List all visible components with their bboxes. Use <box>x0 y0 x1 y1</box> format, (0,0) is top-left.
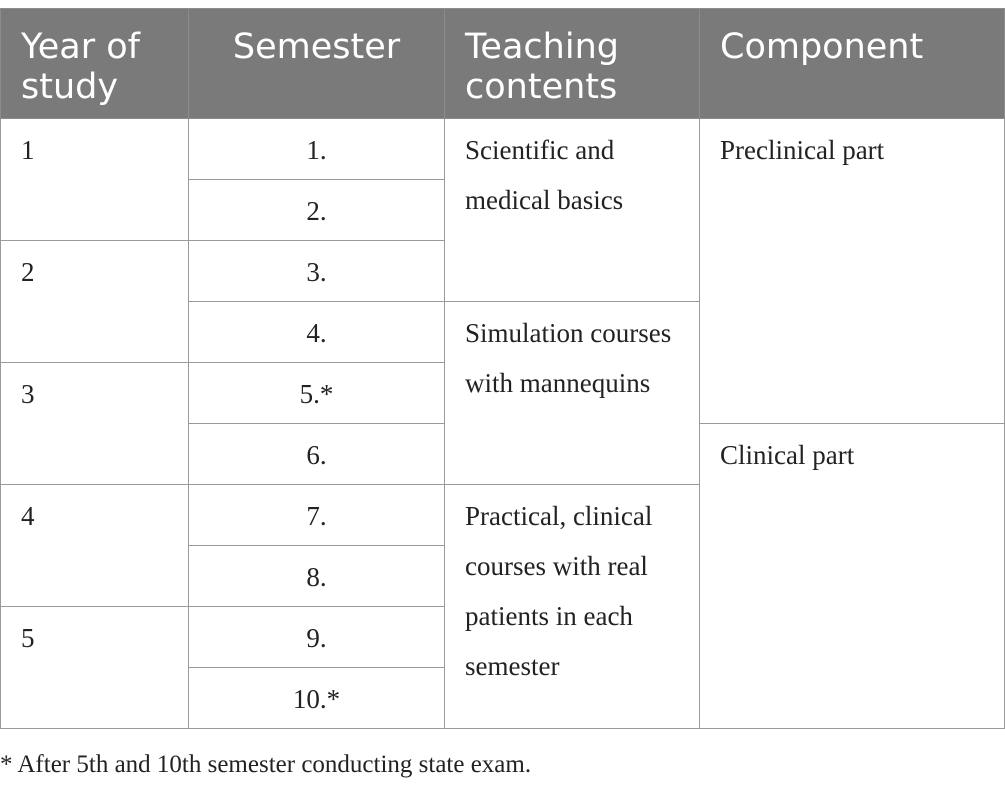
header-component: Component <box>700 9 1005 119</box>
teaching-contents-cell: Simulation courses with mannequins <box>445 302 700 485</box>
year-cell: 4 <box>1 485 189 607</box>
curriculum-table <box>0 8 1005 729</box>
header-semester: Semester <box>189 9 445 119</box>
table-row <box>1 119 1005 180</box>
component-cell: Clinical part <box>700 424 1005 729</box>
teaching-contents-cell: Scientific and medical basics <box>445 119 700 302</box>
table-header-row <box>1 9 1005 119</box>
table-footnote: * After 5th and 10th semester conducting state exam. <box>0 751 532 778</box>
teaching-contents-cell: Practical, clinical courses with real patients in each semester <box>445 485 700 729</box>
year-cell: 1 <box>1 119 189 241</box>
semester-cell: 8. <box>189 546 445 607</box>
semester-cell: 9. <box>189 607 445 668</box>
header-year-of-study: Year of study <box>1 9 189 119</box>
semester-cell: 1. <box>189 119 445 180</box>
semester-cell: 4. <box>189 302 445 363</box>
semester-cell: 5.* <box>189 363 445 424</box>
year-cell: 2 <box>1 241 189 363</box>
semester-cell: 3. <box>189 241 445 302</box>
semester-cell: 2. <box>189 180 445 241</box>
semester-cell: 6. <box>189 424 445 485</box>
header-teaching-contents: Teaching contents <box>445 9 700 119</box>
year-cell: 5 <box>1 607 189 729</box>
semester-cell: 10.* <box>189 668 445 729</box>
year-cell: 3 <box>1 363 189 485</box>
component-cell: Preclinical part <box>700 119 1005 424</box>
semester-cell: 7. <box>189 485 445 546</box>
